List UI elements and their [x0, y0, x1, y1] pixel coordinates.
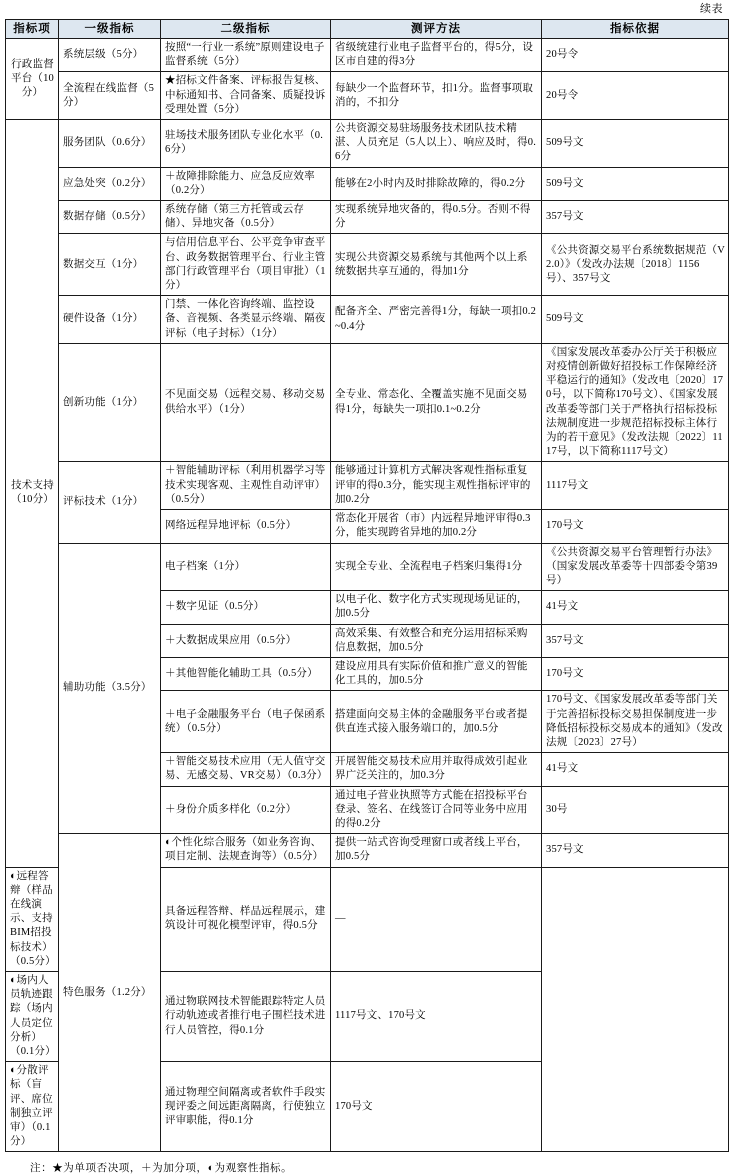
cell-primary-indicator: 硬件设备（1分）: [59, 296, 161, 344]
table-row: [6, 72, 729, 120]
cell-secondary-indicator: ★招标文件备案、评标报告复核、中标通知书、合同备案、质疑投诉受理处置（5分）: [161, 72, 331, 120]
table-body: [6, 39, 729, 1152]
cell-secondary-indicator: ＋大数据成果应用（0.5分）: [161, 624, 331, 657]
cell-evaluation-method: 通过物联网技术智能跟踪特定人员行动轨迹或者推行电子围栏技术进行人员管控，得0.1分: [161, 971, 331, 1061]
cell-evaluation-method: 常态化开展省（市）内远程异地评审得0.3分，能实现跨省异地的加0.2分: [331, 510, 542, 543]
cell-evaluation-method: 具备远程答辩、样品远程展示，建筑设计可视化模型评审，得0.5分: [161, 867, 331, 971]
table-row: [6, 462, 729, 510]
cell-secondary-indicator: ◐远程答辩（样品在线演示、支持BIM招投标技术）（0.5分）: [6, 867, 59, 971]
cell-evaluation-method: 实现公共资源交易系统与其他两个以上系统数据共享互通的，得加1分: [331, 234, 542, 296]
cell-indicator-basis: 357号文: [542, 834, 729, 867]
cell-indicator-basis: 170号文: [542, 657, 729, 690]
cell-evaluation-method: 通过物理空间隔离或者软件手段实现评委之间远距离隔离，行使独立评审职能，得0.1分: [161, 1062, 331, 1152]
evaluation-indicator-table: [5, 19, 729, 1152]
table-row: [6, 167, 729, 200]
column-header-secondary-indicator: 二级指标: [161, 20, 331, 39]
cell-evaluation-method: 能够在2小时内及时排除故障的，得0.2分: [331, 167, 542, 200]
table-header: [6, 20, 729, 39]
table-row: [6, 201, 729, 234]
cell-primary-indicator: 辅助功能（3.5分）: [59, 543, 161, 834]
cell-evaluation-method: 搭建面向交易主体的金融服务平台或者提供直连式接入服务端口的，加0.5分: [331, 691, 542, 753]
cell-indicator-basis: 41号文: [542, 753, 729, 786]
cell-secondary-indicator: 网络远程异地评标（0.5分）: [161, 510, 331, 543]
cell-secondary-indicator: ＋故障排除能力、应急反应效率（0.2分）: [161, 167, 331, 200]
cell-secondary-indicator: 系统存储（第三方托管或云存储）、异地灾备（0.5分）: [161, 201, 331, 234]
cell-secondary-indicator: ＋其他智能化辅助工具（0.5分）: [161, 657, 331, 690]
cell-indicator-basis: 《公共资源交易平台系统数据规范（V2.0）》（发改办法规〔2018〕1156号）、357号文: [542, 234, 729, 296]
cell-indicator-basis: 509号文: [542, 296, 729, 344]
cell-indicator-basis: 170号文: [542, 510, 729, 543]
table-row: [6, 296, 729, 344]
cell-indicator-basis: 170号文: [331, 1062, 542, 1152]
cell-primary-indicator: 全流程在线监督（5分）: [59, 72, 161, 120]
cell-secondary-indicator: 门禁、一体化咨询终端、监控设备、音视频、各类显示终端、隔夜评标（电子封标）（1分）: [161, 296, 331, 344]
cell-evaluation-method: 实现全专业、全流程电子档案归集得1分: [331, 543, 542, 591]
cell-indicator-basis: 357号文: [542, 624, 729, 657]
column-header-indicator-item: 指标项: [6, 20, 59, 39]
cell-evaluation-method: 以电子化、数字化方式实现现场见证的，加0.5分: [331, 591, 542, 624]
cell-indicator-basis: 20号令: [542, 39, 729, 72]
cell-indicator-basis: 357号文: [542, 201, 729, 234]
cell-primary-indicator: 创新功能（1分）: [59, 343, 161, 462]
cell-indicator-basis: 1117号文: [542, 462, 729, 510]
table-row: [6, 39, 729, 72]
cell-evaluation-method: 省级统建行业电子监督平台的，得5分，设区市自建的得3分: [331, 39, 542, 72]
table-row: [6, 834, 729, 867]
cell-indicator-basis: 30号: [542, 786, 729, 834]
column-header-evaluation-method: 测评方法: [331, 20, 542, 39]
cell-indicator-basis: 《公共资源交易平台管理暂行办法》（国家发展改革委等十四部委令第39号）: [542, 543, 729, 591]
cell-primary-indicator: 应急处突（0.2分）: [59, 167, 161, 200]
cell-secondary-indicator: 按照“一行业一系统”原则建设电子监督系统（5分）: [161, 39, 331, 72]
cell-secondary-indicator: ＋电子金融服务平台（电子保函系统）（0.5分）: [161, 691, 331, 753]
cell-primary-indicator: 评标技术（1分）: [59, 462, 161, 543]
cell-secondary-indicator: 不见面交易（远程交易、移动交易供给水平）（1分）: [161, 343, 331, 462]
cell-primary-indicator: 特色服务（1.2分）: [59, 834, 161, 1152]
table-row: [6, 234, 729, 296]
cell-indicator-basis: 《国家发展改革委办公厅关于积极应对疫情创新做好招投标工作保障经济平稳运行的通知》（发改电〔2020〕170号，以下简称170号文）、《国家发展改革委等部门关于严格执行招标投标法规制度进一步规范招标投标主体行为的若干意见》（发改法规〔2022〕1117号，以下简称1117号文）: [542, 343, 729, 462]
cell-primary-indicator: 数据存储（0.5分）: [59, 201, 161, 234]
table-row: [6, 543, 729, 591]
cell-indicator-basis: 170号文、《国家发展改革委等部门关于完善招标投标交易担保制度进一步降低招标投标交易成本的通知》（发改法规〔2023〕27号）: [542, 691, 729, 753]
cell-primary-indicator: 服务团队（0.6分）: [59, 120, 161, 168]
cell-primary-indicator: 系统层级（5分）: [59, 39, 161, 72]
table-row: [6, 120, 729, 168]
cell-evaluation-method: 能够通过计算机方式解决客观性指标重复评审的得0.3分，能实现主观性指标评审的加0.2分: [331, 462, 542, 510]
cell-evaluation-method: 建设应用具有实际价值和推广意义的智能化工具的，加0.5分: [331, 657, 542, 690]
cell-secondary-indicator: 驻场技术服务团队专业化水平（0.6分）: [161, 120, 331, 168]
cell-secondary-indicator: ＋智能辅助评标（利用机器学习等技术实现客观、主观性自动评审）（0.5分）: [161, 462, 331, 510]
cell-evaluation-method: 实现系统异地灾备的，得0.5分。否则不得分: [331, 201, 542, 234]
cell-indicator-item: 技术支持（10分）: [6, 120, 59, 868]
cell-secondary-indicator: ＋身份介质多样化（0.2分）: [161, 786, 331, 834]
cell-evaluation-method: 配备齐全、严密完善得1分，每缺一项扣0.2~0.4分: [331, 296, 542, 344]
cell-indicator-item: 行政监督平台（10分）: [6, 39, 59, 120]
column-header-indicator-basis: 指标依据: [542, 20, 729, 39]
cell-secondary-indicator: ＋数字见证（0.5分）: [161, 591, 331, 624]
cell-indicator-basis: 1117号文、170号文: [331, 971, 542, 1061]
cell-secondary-indicator: ◐场内人员轨迹跟踪（场内人员定位分析）（0.1分）: [6, 971, 59, 1061]
cell-secondary-indicator: 电子档案（1分）: [161, 543, 331, 591]
column-header-primary-indicator: 一级指标: [59, 20, 161, 39]
cell-evaluation-method: 每缺少一个监督环节，扣1分。监督事项取消的，不扣分: [331, 72, 542, 120]
cell-secondary-indicator: ＋智能交易技术应用（无人值守交易、无感交易、VR交易）（0.3分）: [161, 753, 331, 786]
cell-secondary-indicator: ◐个性化综合服务（如业务咨询、项目定制、法规查询等）（0.5分）: [161, 834, 331, 867]
cell-primary-indicator: 数据交互（1分）: [59, 234, 161, 296]
cell-secondary-indicator: ◐分散评标（盲评、席位制独立评审）（0.1分）: [6, 1062, 59, 1152]
cell-evaluation-method: 开展智能交易技术应用并取得成效引起业界广泛关注的，加0.3分: [331, 753, 542, 786]
cell-indicator-basis: 41号文: [542, 591, 729, 624]
cell-secondary-indicator: 与信用信息平台、公平竞争审查平台、政务数据管理平台、行业主管部门行政管理平台（项目审批）（1分）: [161, 234, 331, 296]
table-row: [6, 343, 729, 462]
cell-evaluation-method: 通过电子营业执照等方式能在招投标平台登录、签名、在线签订合同等业务中应用的得0.2分: [331, 786, 542, 834]
cell-indicator-basis: 20号令: [542, 72, 729, 120]
cell-indicator-basis: —: [331, 867, 542, 971]
cell-indicator-basis: 509号文: [542, 120, 729, 168]
cell-indicator-basis: 509号文: [542, 167, 729, 200]
cell-evaluation-method: 公共资源交易驻场服务技术团队技术精湛、人员充足（5人以上）、响应及时，得0.6分: [331, 120, 542, 168]
cell-evaluation-method: 提供一站式咨询受理窗口或者线上平台，加0.5分: [331, 834, 542, 867]
continuation-label: 续表: [700, 3, 723, 15]
cell-evaluation-method: 高效采集、有效整合和充分运用招标采购信息数据，加0.5分: [331, 624, 542, 657]
table-header-row: [6, 20, 729, 39]
table-footnote: 注：★为单项否决项，＋为加分项，◐为观察性指标。: [30, 1163, 293, 1175]
cell-evaluation-method: 全专业、常态化、全覆盖实施不见面交易得1分，每缺失一项扣0.1~0.2分: [331, 343, 542, 462]
